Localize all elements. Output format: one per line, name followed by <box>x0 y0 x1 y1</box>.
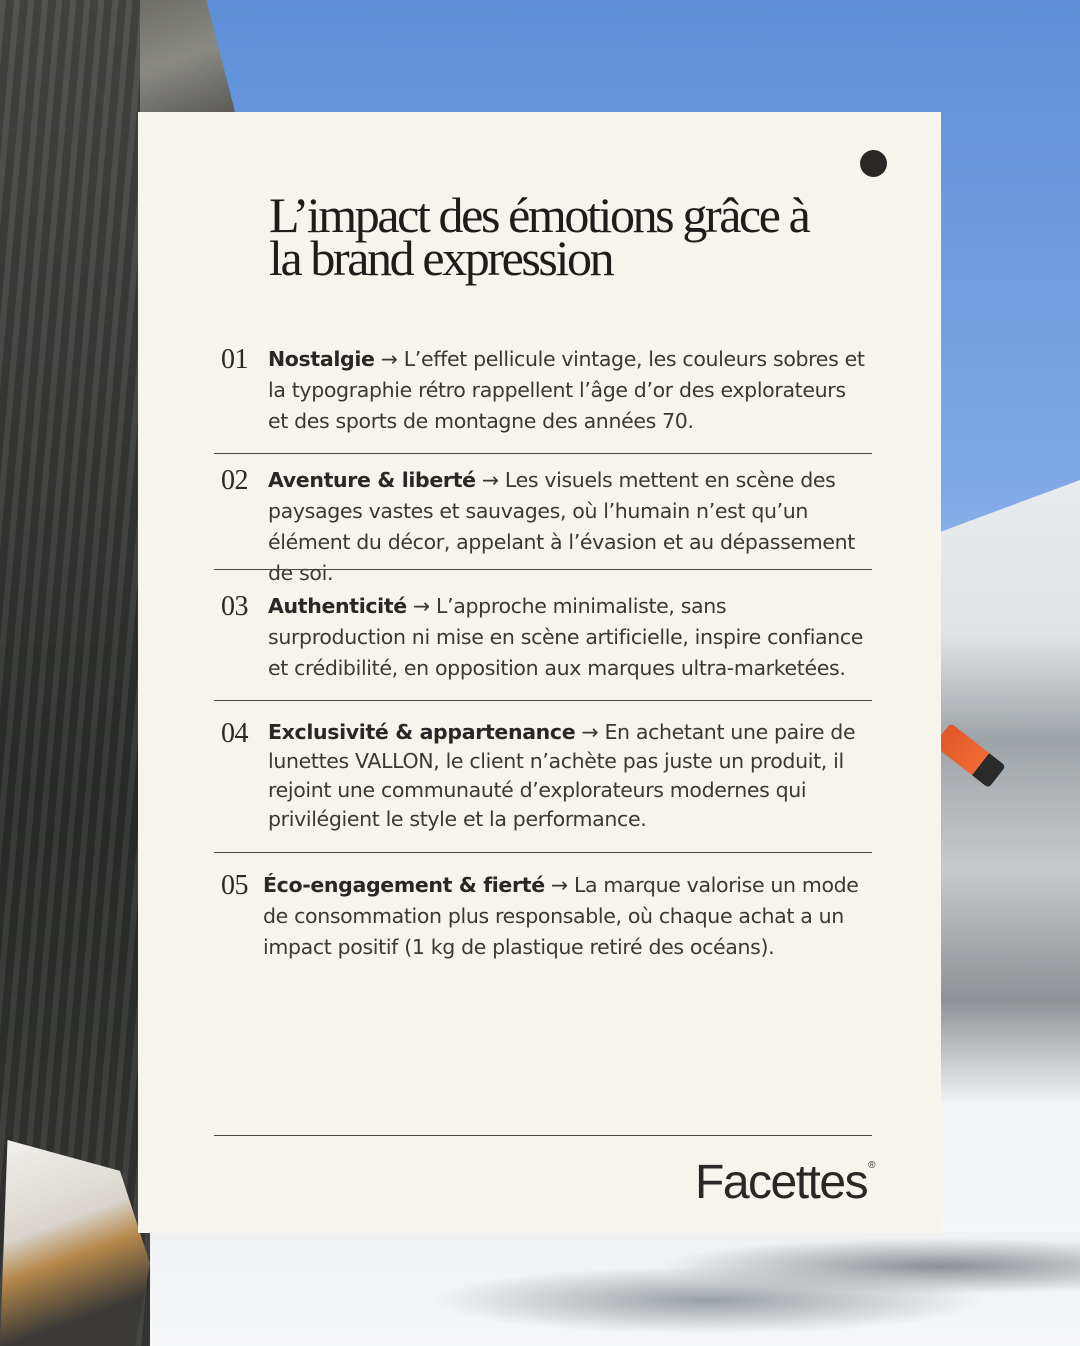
item-body: L’effet pellicule vintage, les couleurs sobres et la typographie rétro rappellent l’âge d’or des explorateurs et des sports de montagne des années 70. <box>268 347 865 433</box>
arrow-icon: → <box>581 720 599 744</box>
item-heading: Aventure & liberté <box>268 468 476 492</box>
item-text <box>268 718 868 834</box>
item-heading: Éco-engagement & fierté <box>263 873 545 897</box>
footer-divider <box>214 1135 872 1136</box>
arrow-icon: → <box>550 873 568 897</box>
item-text <box>263 870 868 963</box>
item-number: 01 <box>221 344 248 375</box>
item-text <box>268 344 868 437</box>
snowy-mountain-right <box>940 480 1080 1346</box>
arrow-icon: → <box>380 347 398 371</box>
page-title: L’impact des émotions grâce à la brand expression <box>269 187 809 286</box>
item-body: Les visuels mettent en scène des paysages vastes et sauvages, où l’humain n’est qu’un élément du décor, appelant à l’évasion et au dépassement de soi. <box>268 468 855 585</box>
brand-logo <box>695 1155 875 1210</box>
divider <box>214 852 872 853</box>
content-card <box>138 112 941 1233</box>
item-text <box>268 465 868 589</box>
divider <box>214 700 872 701</box>
dot-icon <box>860 150 887 177</box>
rock-cliff-left <box>0 0 150 1346</box>
registered-mark: ® <box>868 1160 876 1171</box>
item-heading: Authenticité <box>268 594 407 618</box>
item-number: 05 <box>221 870 248 901</box>
item-body: La marque valorise un mode de consommation plus responsable, où chaque achat a un impact positif (1 kg de plastique retiré des océans). <box>263 873 859 959</box>
rock-cliff-top <box>140 0 235 112</box>
item-heading: Exclusivité & appartenance <box>268 720 576 744</box>
arrow-icon: → <box>481 468 499 492</box>
divider <box>214 453 872 454</box>
brand-name: Facettes <box>695 1156 868 1209</box>
arrow-icon: → <box>413 594 430 618</box>
snowy-mountain-bottom <box>150 1232 1080 1346</box>
item-heading: Nostalgie <box>268 347 375 371</box>
item-body: L’approche minimaliste, sans surproduction ni mise en scène artificielle, inspire confiance et crédibilité, en opposition aux marques ultra-marketées. <box>268 594 864 680</box>
item-number: 04 <box>221 718 248 749</box>
item-text <box>268 591 868 684</box>
divider <box>214 569 872 570</box>
item-number: 02 <box>221 465 248 496</box>
item-number: 03 <box>221 591 248 622</box>
item-body: En achetant une paire de lunettes VALLON, le client n’achète pas juste un produit, il rejoint une communauté d’explorateurs modernes qui privilégient le style et la performance. <box>268 720 856 831</box>
